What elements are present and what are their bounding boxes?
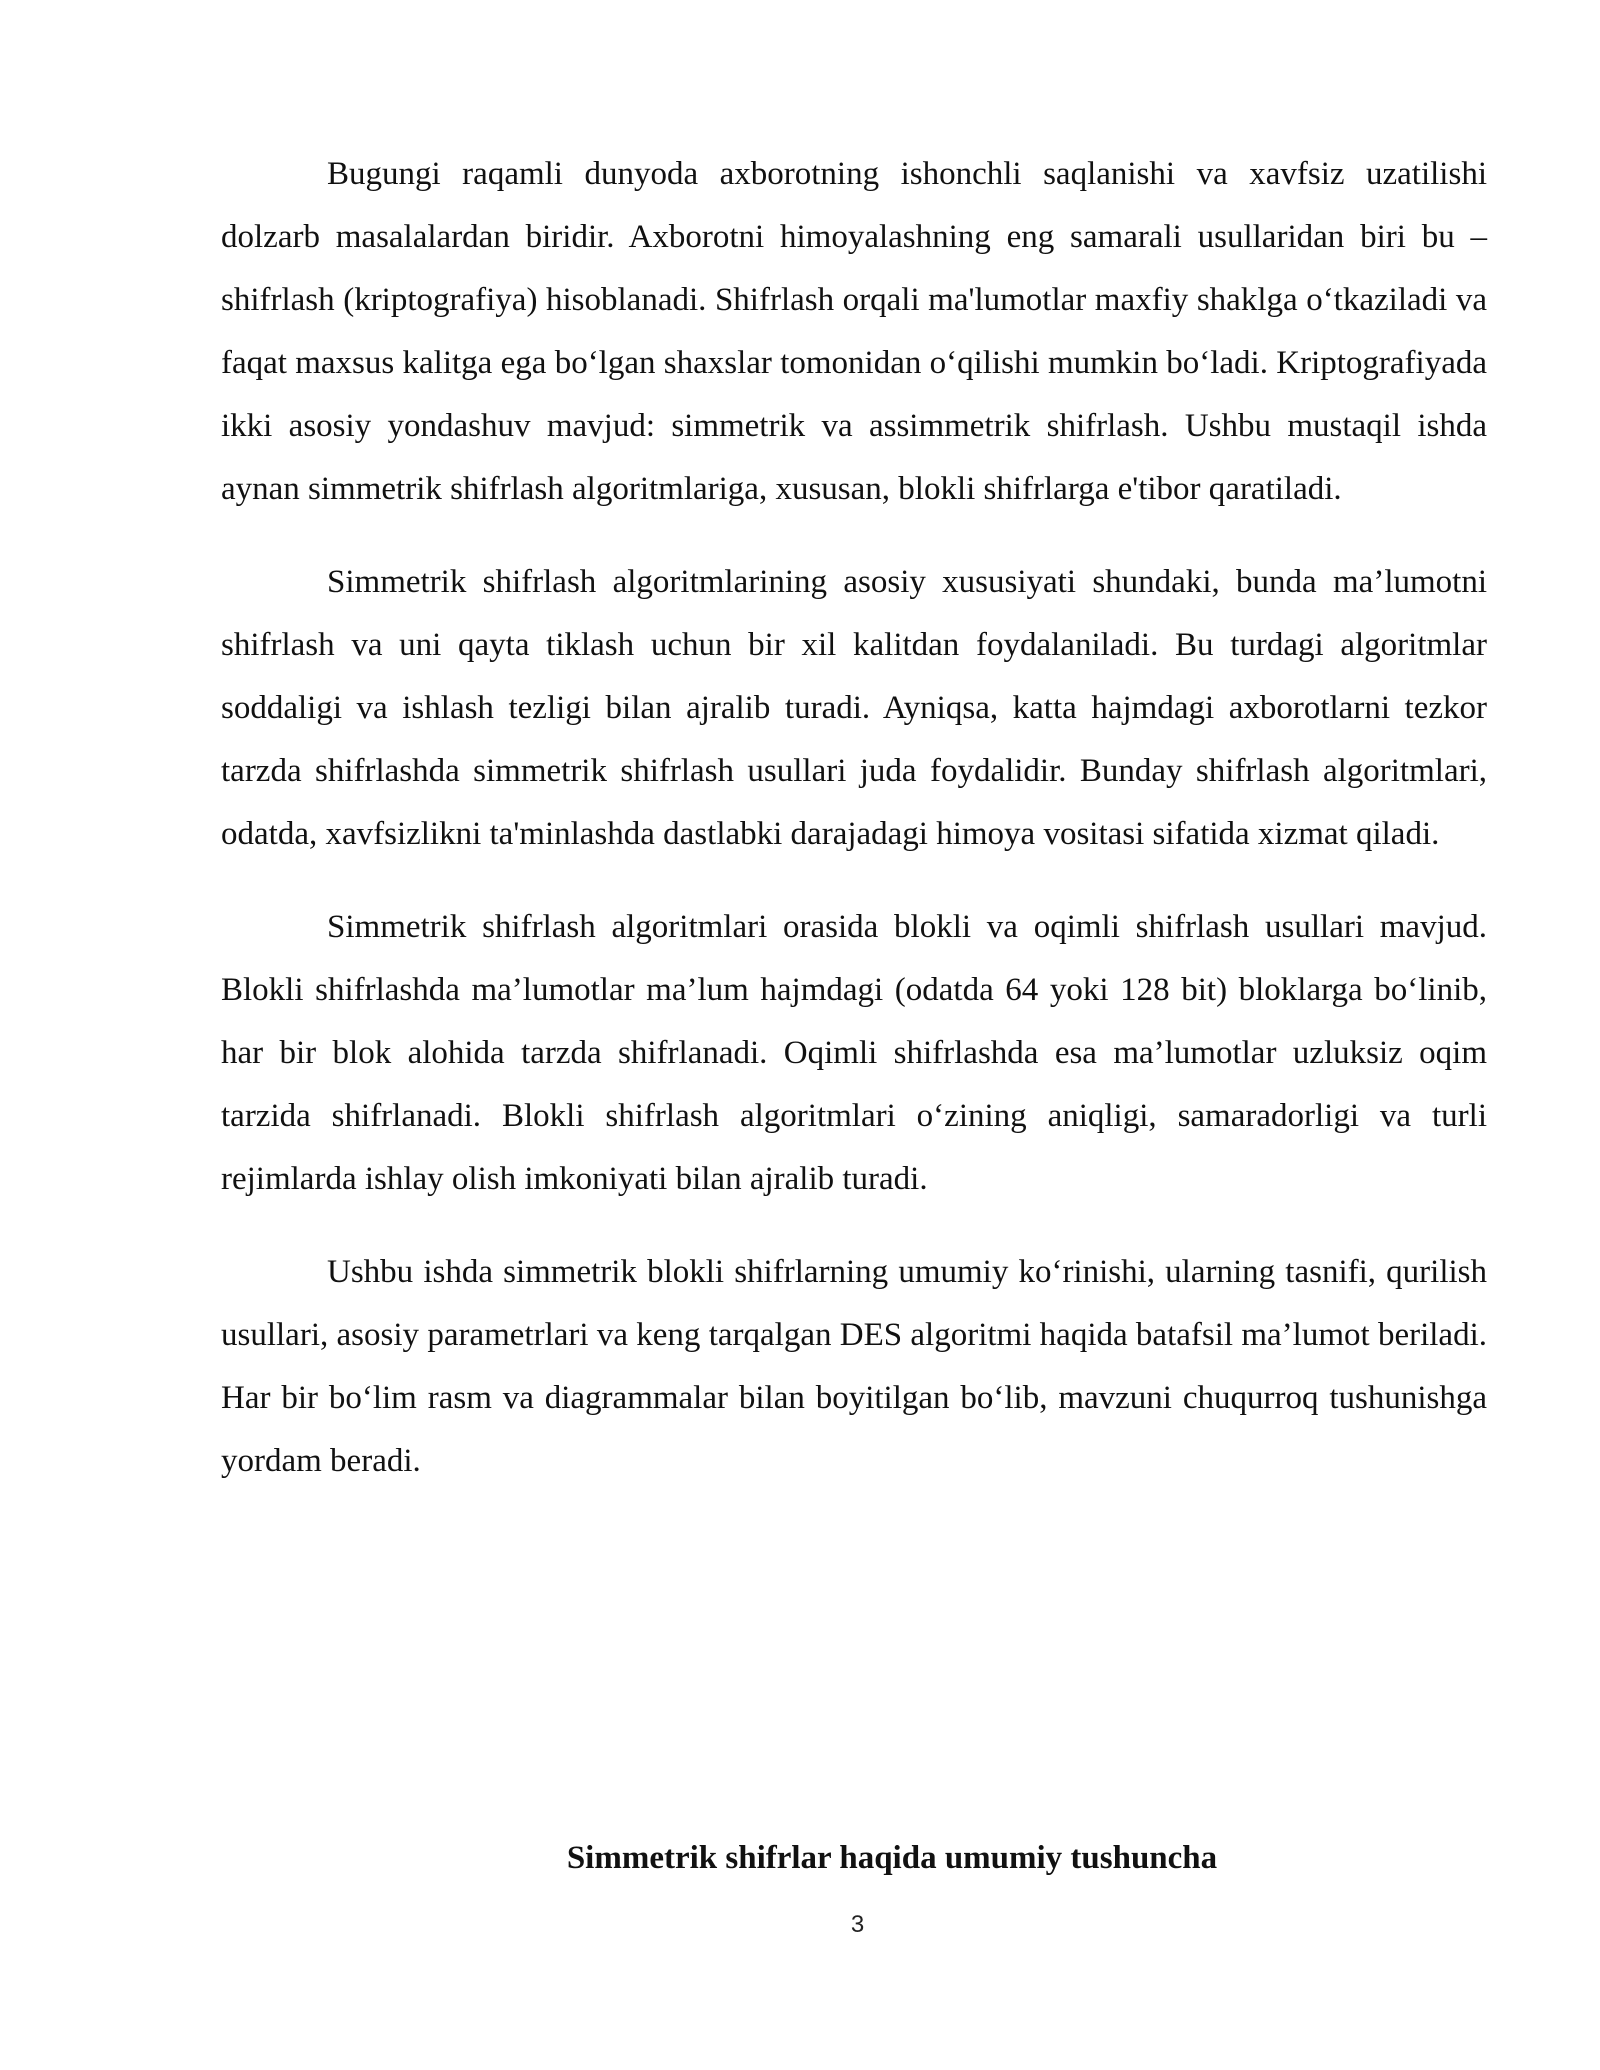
section-heading: Simmetrik shifrlar haqida umumiy tushuncha (566, 1840, 1218, 1876)
paragraph-2: Simmetrik shifrlash algoritmlarining asosiy xususiyati shundaki, bunda ma’lumotni shifrlash va uni qayta tiklash uchun bir xil kalitdan foydalaniladi. Bu turdagi algoritmlar soddaligi va ishlash tezligi bilan ajralib turadi. Ayniqsa, katta hajmdagi axborotlarni tezkor tarzda shifrlashda simmetrik shifrlash usullari juda foydalidir. Bunday shifrlash algoritmlari, odatda, xavfsizlikni ta'minlashda dastlabki darajadagi himoya vositasi sifatida xizmat qiladi. (221, 564, 1487, 852)
paragraph-4: Ushbu ishda simmetrik blokli shifrlarning umumiy koʻrinishi, ularning tasnifi, qurilish usullari, asosiy parametrlari va keng tarqalgan DES algoritmi haqida batafsil ma’lumot beriladi. Har bir boʻlim rasm va diagrammalar bilan boyitilgan boʻlib, mavzuni chuqurroq tushunishga yordam beradi. (221, 1254, 1487, 1479)
body-text (221, 143, 1487, 1523)
paragraph-3: Simmetrik shifrlash algoritmlari orasida blokli va oqimli shifrlash usullari mavjud. Blokli shifrlashda ma’lumotlar ma’lum hajmdagi (odatda 64 yoki 128 bit) bloklarga boʻlinib, har bir blok alohida tarzda shifrlanadi. Oqimli shifrlashda esa ma’lumotlar uzluksiz oqim tarzida shifrlanadi. Blokli shifrlash algoritmlari oʻzining aniqligi, samaradorligi va turli rejimlarda ishlay olish imkoniyati bilan ajralib turadi. (221, 909, 1487, 1197)
paragraph-1: Bugungi raqamli dunyoda axborotning ishonchli saqlanishi va xavfsiz uzatilishi dolzarb masalalardan biridir. Axborotni himoyalashning eng samarali usullaridan biri bu – shifrlash (kriptografiya) hisoblanadi. Shifrlash orqali ma'lumotlar maxfiy shaklga oʻtkaziladi va faqat maxsus kalitga ega boʻlgan shaxslar tomonidan oʻqilishi mumkin boʻladi. Kriptografiyada ikki asosiy yondashuv mavjud: simmetrik va assimmetrik shifrlash. Ushbu mustaqil ishda aynan simmetrik shifrlash algoritmlariga, xususan, blokli shifrlarga e'tibor qaratiladi. (221, 156, 1487, 507)
page-number: 3 (850, 1911, 865, 1938)
